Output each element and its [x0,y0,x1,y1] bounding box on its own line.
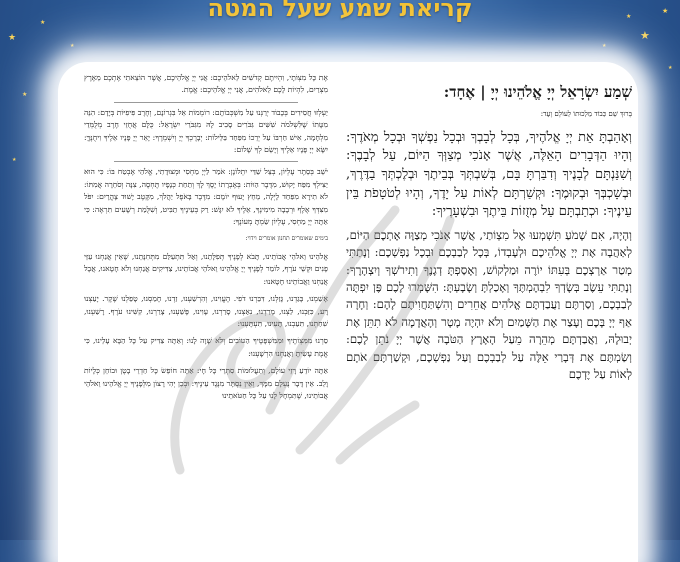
divider [114,161,298,162]
star-icon: ★ [40,19,46,26]
star-icon: ★ [70,43,75,49]
star-icon: ★ [22,91,28,98]
star-icon: ★ [640,29,650,42]
left-paragraph: יֹשֵׁב בְּסֵתֶר עֶלְיוֹן, בְּצֵל שַׁדַּי יִתְלוֹנָן: אֹמַר לַיְיָ מַחְסִי וּמְצוּדָתִי, אֱלֹהַי אֶבְטַח בּוֹ: כִּי הוּא יַצִּילְךָ מִפַּח יָקוּשׁ, מִדֶּבֶר הַוּוֹת: בְּאֶבְרָתוֹ יָסֶךְ לָךְ וְתַחַת כְּנָפָיו תֶּחְסֶה, צִנָּה וְסֹחֵרָה אֲמִתּוֹ: לֹא תִירָא מִפַּחַד לָיְלָה, מֵחֵץ יָעוּף יוֹמָם: מִדֶּבֶר בָּאֹפֶל יַהֲלֹךְ, מִקֶּטֶב יָשׁוּד צָהֳרָיִם: יִפֹּל מִצִּדְּךָ אֶלֶף וּרְבָבָה מִימִינֶךָ, אֵלֶיךָ לֹא יִגָּשׁ: רַק בְּעֵינֶיךָ תַבִּיט, וְשִׁלֻּמַת רְשָׁעִים תִּרְאֶה: כִּי אַתָּה יְיָ מַחְסִי, עֶלְיוֹן שַׂמְתָּ מְעוֹנֶךָ: [84,167,328,227]
star-icon: ★ [12,157,17,163]
left-paragraph: אֶת כָּל מִצְוֹתָי, וִהְיִיתֶם קְדֹשִׁים לֵאלֹהֵיכֶם: אֲנִי יְיָ אֱלֹהֵיכֶם, אֲשֶׁר הוֹצֵאתִי אֶתְכֶם מֵאֶרֶץ מִצְרַיִם, לִהְיוֹת לָכֶם לֵאלֹהִים, אֲנִי יְיָ אֱלֹהֵיכֶם: אֱמֶת. [84,73,328,95]
page-title: קריאת שמע שעל המטה [207,0,473,22]
right-column [346,84,632,540]
left-paragraph: אַתָּה יוֹדֵעַ רָזֵי עוֹלָם, וְתַעֲלוּמוֹת סִתְרֵי כָּל חָי: אַתָּה חוֹפֵשׂ כָּל חַדְרֵי בָטֶן וּבוֹחֵן כְּלָיוֹת וָלֵב. אֵין דָּבָר נֶעְלָם מִמָּךְ, וְאֵין נִסְתָּר מִנֶּגֶד עֵינֶיךָ: וּבְכֵן יְהִי רָצוֹן מִלְּפָנֶיךָ יְיָ אֱלֹהֵינוּ וֵאלֹהֵי אֲבוֹתֵינוּ, שֶׁתִּמְחָל לָנוּ עַל כָּל חַטֹּאתֵינוּ [84,366,328,400]
instruction-note: בימים שאומרים תחנון אומרים וידוי: [245,235,328,243]
left-paragraph: סַרְנוּ מִמִּצְוֹתֶיךָ וּמִמִּשְׁפָּטֶיךָ הַטּוֹבִים וְלֹא שָׁוָה לָנוּ: וְאַתָּה צַדִּיק עַל כָּל הַבָּא עָלֵינוּ, כִּי אֱמֶת עָשִׂיתָ וַאֲנַחְנוּ הִרְשָׁעְנוּ: [84,336,328,358]
divider [114,102,298,103]
left-paragraph: אָשַׁמְנוּ, בָּגַדְנוּ, גָּזַלְנוּ, דִּבַּרְנוּ דֹפִי. הֶעֱוִינוּ, וְהִרְשַׁעְנוּ, זַדְנוּ, חָמַסְנוּ, טָפַלְנוּ שֶׁקֶר. יָעַצְנוּ רָע, כִּזַּבְנוּ, לַצְנוּ, מָרַדְנוּ, נִאַצְנוּ, סָרַרְנוּ, עָוִינוּ, פָּשַׁעְנוּ, צָרַרְנוּ, קִשִּׁינוּ עֹרֶף. רָשַׁעְנוּ, שִׁחַתְנוּ, תִּעַבְנוּ, תָּעִינוּ, תִּעְתָּעְנוּ: [84,294,328,328]
left-paragraph: יַעְלְזוּ חֲסִידִים בְּכָבוֹד יְרַנְּנוּ עַל מִשְׁכְּבוֹתָם: רוֹמְמוֹת אֵל בִּגְרוֹנָם, וְחֶרֶב פִּיפִיּוֹת בְּיָדָם: הִנֵּה מִטָּתוֹ שֶׁלִּשְׁלֹמֹה שִׁשִּׁים גִּבֹּרִים סָבִיב לָהּ מִגִּבֹּרֵי יִשְׂרָאֵל: כֻּלָּם אֲחֻזֵי חֶרֶב מְלֻמְּדֵי מִלְחָמָה, אִישׁ חַרְבּוֹ עַל יְרֵכוֹ מִפַּחַד בַּלֵּילוֹת: יְבָרֶכְךָ יְיָ וְיִשְׁמְרֶךָ: יָאֵר יְיָ פָּנָיו אֵלֶיךָ וִיחֻנֶּךָּ: יִשָּׂא יְיָ פָּנָיו אֵלֶיךָ וְיָשֵׂם לְךָ שָׁלוֹם: [84,107,328,155]
left-paragraph: אֱלֹהֵינוּ וֵאלֹהֵי אֲבוֹתֵינוּ, תָּבֹא לְפָנֶיךָ תְּפִלָּתֵנוּ, וְאַל תִּתְעַלַּם מִתְּחִנָּתֵנוּ, שֶׁאֵין אֲנַחְנוּ עַזֵּי פָנִים וּקְשֵׁי עֹרֶף, לוֹמַר לְפָנֶיךָ יְיָ אֱלֹהֵינוּ וֵאלֹהֵי אֲבוֹתֵינוּ, צַדִּיקִים אֲנַחְנוּ וְלֹא חָטָאנוּ, אֲבָל אֲנַחְנוּ וַאֲבוֹתֵינוּ חָטָאנוּ: [84,251,328,286]
star-icon: ★ [626,13,632,20]
baruch-shem-line: בָּרוּךְ שֵׁם כְּבוֹד מַלְכוּתוֹ לְעוֹלָם וָעֶד: [540,110,632,119]
shema-verse: שְׁמַע יִשְׂרָאֵל יְיָ אֱלֹהֵינוּ יְיָ | אֶחָד: [443,84,632,101]
star-icon: ★ [602,43,607,49]
star-icon: ★ [668,65,673,71]
vehaya-paragraph: וְהָיָה, אִם שָׁמֹעַ תִּשְׁמְעוּ אֶל מִצְוֹתַי, אֲשֶׁר אָנֹכִי מְצַוֶּה אֶתְכֶם הַיּוֹם, לְאַהֲבָה אֶת יְיָ אֱלֹהֵיכֶם וּלְעָבְדוֹ, בְּכָל לְבַבְכֶם וּבְכָל נַפְשְׁכֶם: וְנָתַתִּי מְטַר אַרְצְכֶם בְּעִתּוֹ יוֹרֶה וּמַלְקוֹשׁ, וְאָסַפְתָּ דְגָנֶךָ וְתִירֹשְׁךָ וְיִצְהָרֶךָ: וְנָתַתִּי עֵשֶׂב בְּשָׂדְךָ לִבְהֶמְתֶּךָ וְאָכַלְתָּ וְשָׂבָעְתָּ: הִשָּׁמְרוּ לָכֶם פֶּן יִפְתֶּה לְבַבְכֶם, וְסַרְתֶּם וַעֲבַדְתֶּם אֱלֹהִים אֲחֵרִים וְהִשְׁתַּחֲוִיתֶם לָהֶם: וְחָרָה אַף יְיָ בָּכֶם וְעָצַר אֶת הַשָּׁמַיִם וְלֹא יִהְיֶה מָטָר וְהָאֲדָמָה לֹא תִתֵּן אֶת יְבוּלָהּ, וַאֲבַדְתֶּם מְהֵרָה מֵעַל הָאָרֶץ הַטֹּבָה אֲשֶׁר יְיָ נֹתֵן לָכֶם: וְשַׂמְתֶּם אֶת דְּבָרַי אֵלֶּה עַל לְבַבְכֶם וְעַל נַפְשְׁכֶם, וּקְשַׁרְתֶּם אֹתָם לְאוֹת עַל יֶדְכֶם [346,227,632,382]
vahavta-paragraph: וְאָהַבְתָּ אֵת יְיָ אֱלֹהֶיךָ, בְּכָל לְבָבְךָ וּבְכָל נַפְשְׁךָ וּבְכָל מְאֹדֶךָ: וְהָיוּ הַדְּבָרִים הָאֵלֶּה, אֲשֶׁר אָנֹכִי מְצַוְּךָ הַיּוֹם, עַל לְבָבֶךָ: וְשִׁנַּנְתָּם לְבָנֶיךָ וְדִבַּרְתָּ בָּם, בְּשִׁבְתְּךָ בְּבֵיתֶךָ וּבְלֶכְתְּךָ בַדֶּרֶךְ, וּבְשָׁכְבְּךָ וּבְקוּמֶךָ: וּקְשַׁרְתָּם לְאוֹת עַל יָדֶךָ, וְהָיוּ לְטֹטָפֹת בֵּין עֵינֶיךָ: וּכְתַבְתָּם עַל מְזֻזוֹת בֵּיתֶךָ וּבִשְׁעָרֶיךָ: [346,129,632,220]
star-icon: ★ [8,33,17,43]
star-icon: ★ [662,7,669,15]
left-column [84,72,328,540]
